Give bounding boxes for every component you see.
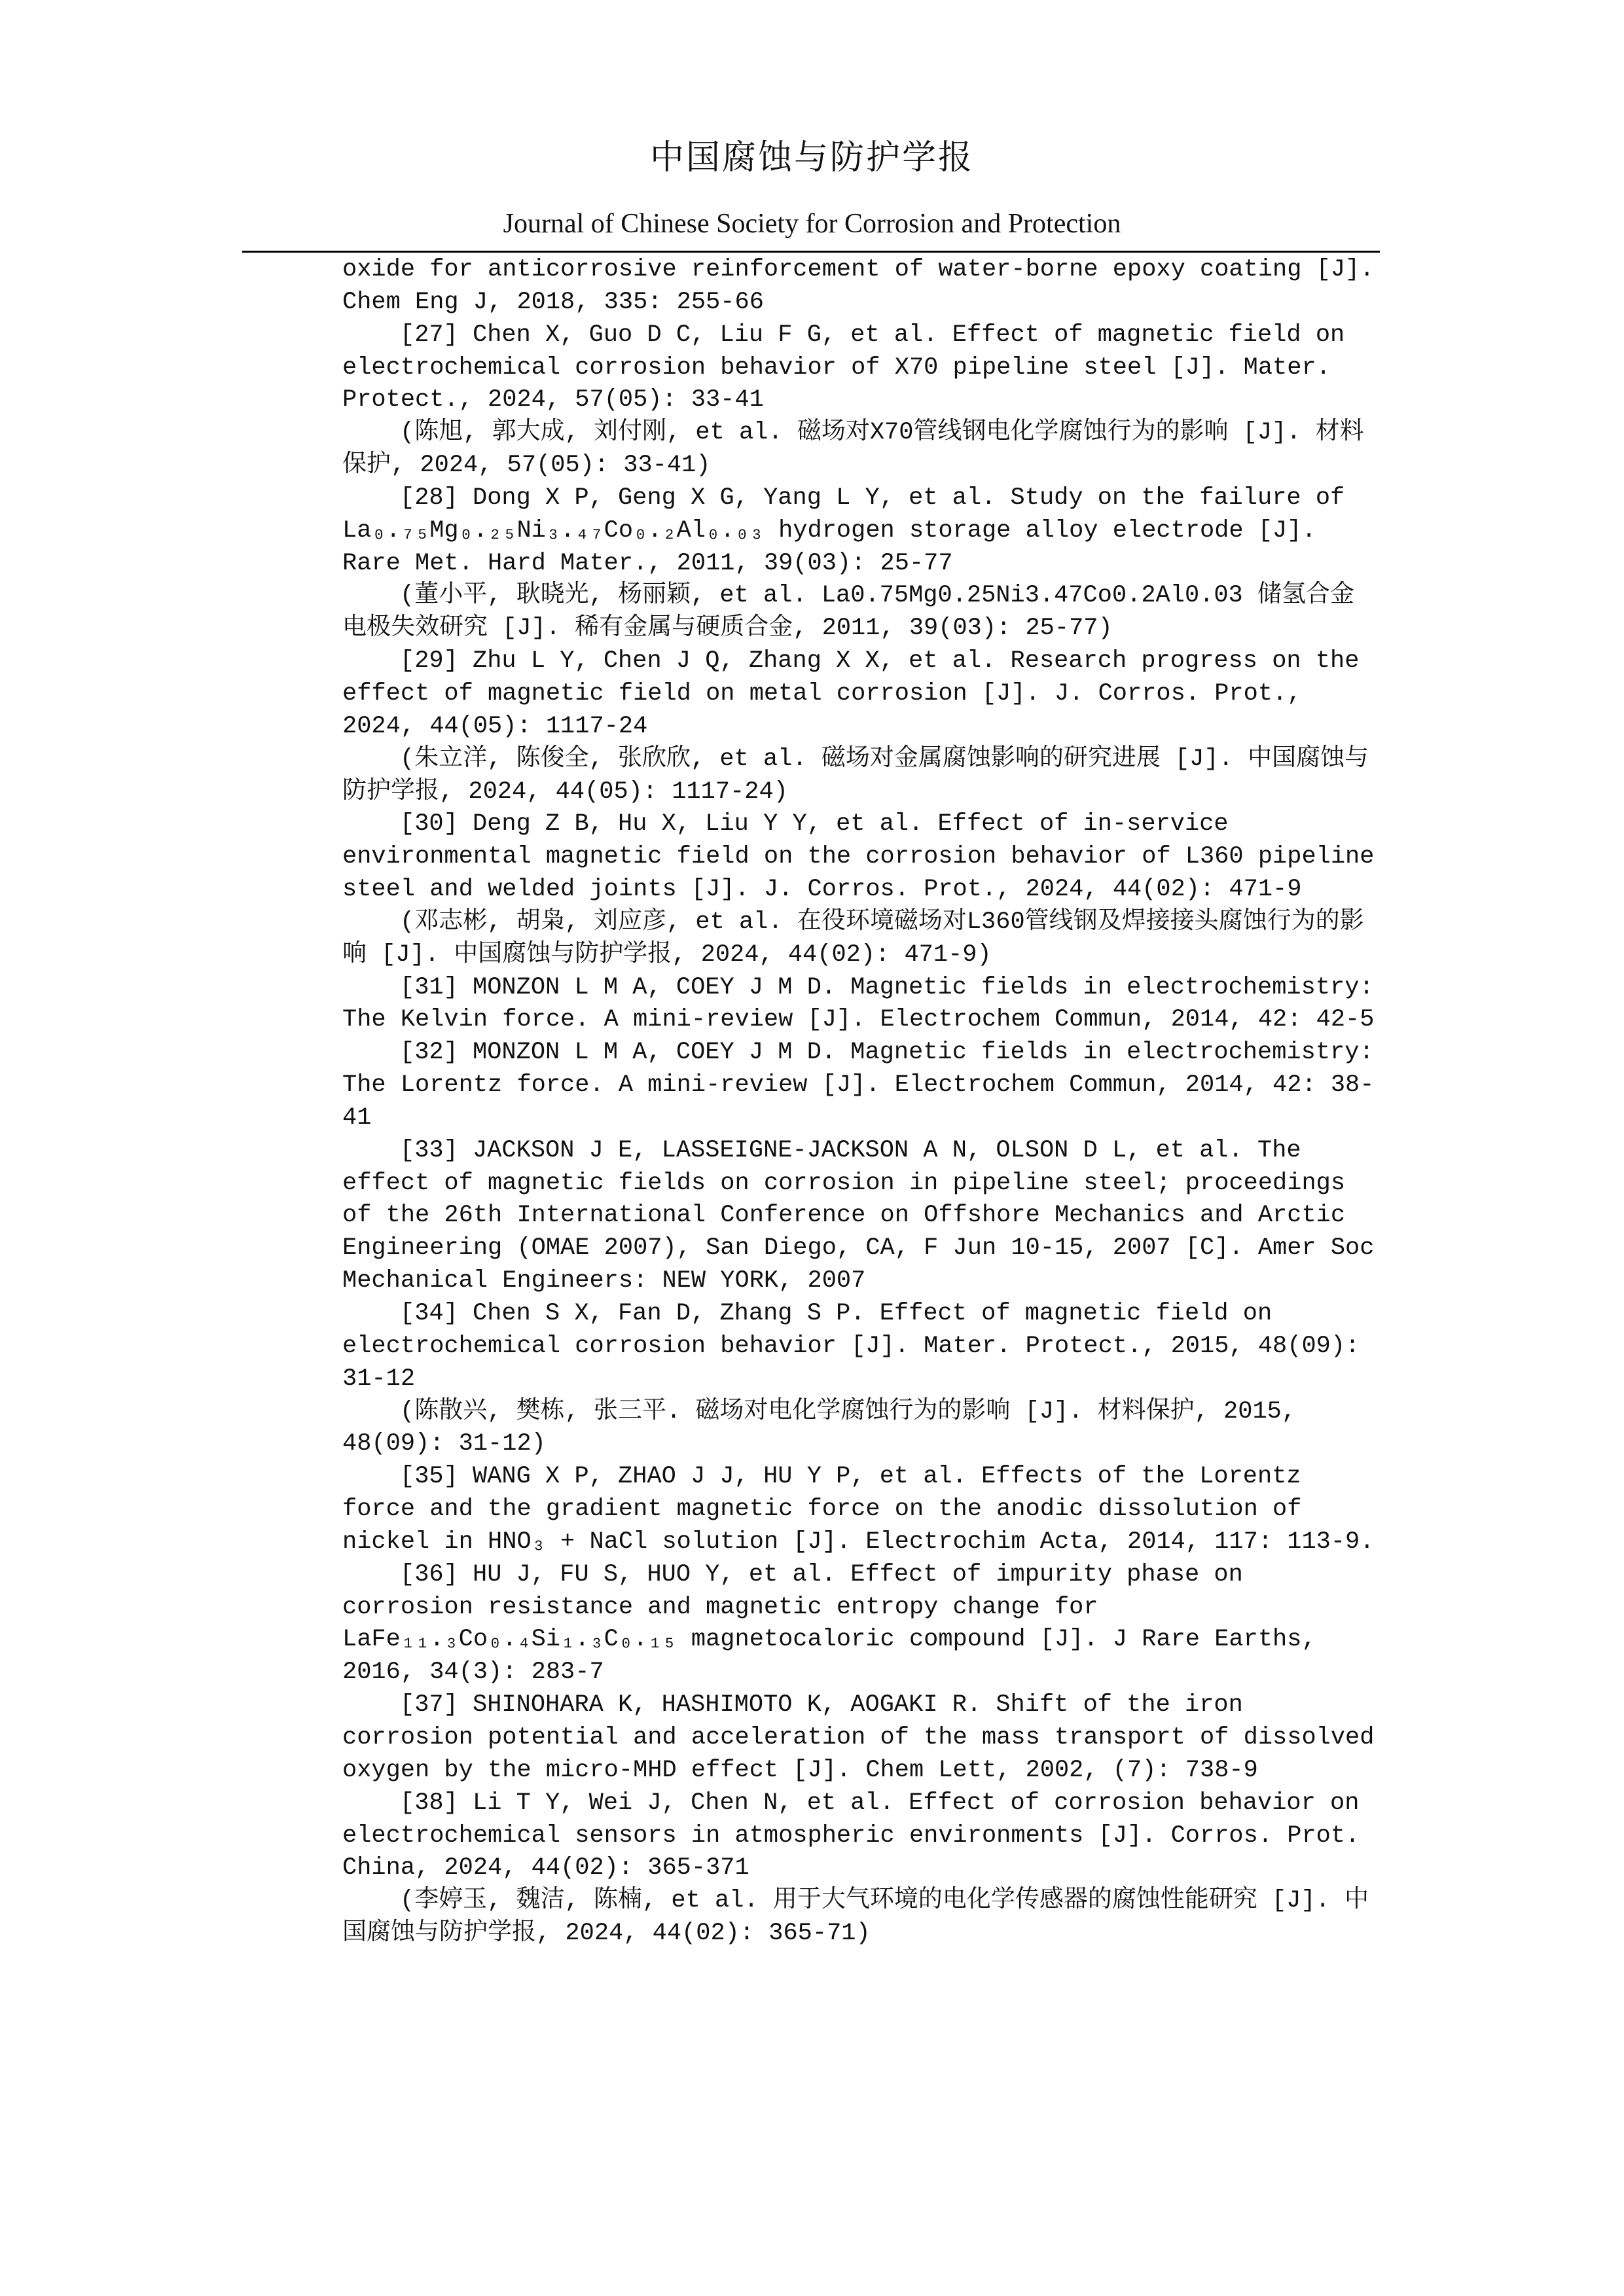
reference-entry-cn: (董小平, 耿晓光, 杨丽颖, et al. La0.75Mg0.25Ni3.47Co0.2Al0.03 储氢合金电极失效研究 [J]. 稀有金属与硬质合金, 2011, 39(03): 25-77) <box>342 582 1354 643</box>
reference-list <box>342 254 1377 1950</box>
reference-entry: [28] Dong X P, Geng X G, Yang L Y, et al. Study on the failure of La₀.₇₅Mg₀.₂₅Ni₃.₄₇Co₀.₂Al₀.₀₃ hydrogen storage alloy electrode [J]. Rare Met. Hard Mater., 2011, 39(03): 25-77 <box>342 484 1345 577</box>
reference-entry: [34] Chen S X, Fan D, Zhang S P. Effect of magnetic field on electrochemical corrosion behavior [J]. Mater. Protect., 2015, 48(09): 31-12 <box>342 1300 1360 1393</box>
reference-entry-cn: (李婷玉, 魏洁, 陈楠, et al. 用于大气环境的电化学传感器的腐蚀性能研究 [J]. 中国腐蚀与防护学报, 2024, 44(02): 365-71) <box>342 1887 1369 1948</box>
reference-entry: [32] MONZON L M A, COEY J M D. Magnetic fields in electrochemistry: The Lorentz force. A mini-review [J]. Electrochem Commun, 2014, 42: 38-41 <box>342 1039 1375 1132</box>
reference-entry-cn: (朱立洋, 陈俊全, 张欣欣, et al. 磁场对金属腐蚀影响的研究进展 [J]. 中国腐蚀与防护学报, 2024, 44(05): 1117-24) <box>342 745 1369 806</box>
reference-entry: [36] HU J, FU S, HUO Y, et al. Effect of impurity phase on corrosion resistance and magnetic entropy change for LaFe₁₁.₃Co₀.₄Si₁.₃C₀.₁₅ magnetocaloric compound [J]. J Rare Earths, 2016, 34(3): 283-7 <box>342 1560 1316 1687</box>
reference-entry: [38] Li T Y, Wei J, Chen N, et al. Effect of corrosion behavior on electrochemical sensors in atmospheric environments [J]. Corros. Prot. China, 2024, 44(02): 365-371 <box>342 1789 1360 1882</box>
reference-entry-cn: (邓志彬, 胡枭, 刘应彦, et al. 在役环境磁场对L360管线钢及焊接接头腐蚀行为的影响 [J]. 中国腐蚀与防护学报, 2024, 44(02): 471-9) <box>342 908 1364 969</box>
reference-entry: [35] WANG X P, ZHAO J J, HU Y P, et al. Effects of the Lorentz force and the gradient magnetic force on the anodic dissolution of nickel in HNO₃ + NaCl solution [J]. Electrochim Acta, 2014, 117: 113-9. <box>342 1463 1375 1556</box>
reference-entry: oxide for anticorrosive reinforcement of water-borne epoxy coating [J]. Chem Eng J, 2018, 335: 255-66 <box>342 256 1375 316</box>
reference-entry: [30] Deng Z B, Hu X, Liu Y Y, et al. Effect of in-service environmental magnetic field on the corrosion behavior of L360 pipeline steel and welded joints [J]. J. Corros. Prot., 2024, 44(02): 471-9 <box>342 810 1375 904</box>
reference-entry: [27] Chen X, Guo D C, Liu F G, et al. Effect of magnetic field on electrochemical corrosion behavior of X70 pipeline steel [J]. Mater. Protect., 2024, 57(05): 33-41 <box>342 321 1345 414</box>
journal-title-en: Journal of Chinese Society for Corrosion and Protection <box>503 209 1121 239</box>
reference-entry: [37] SHINOHARA K, HASHIMOTO K, AOGAKI R. Shift of the iron corrosion potential and acceleration of the mass transport of dissolved oxygen by the micro-MHD effect [J]. Chem Lett, 2002, (7): 738-9 <box>342 1691 1375 1784</box>
header-divider <box>242 251 1380 253</box>
journal-title-cn: 中国腐蚀与防护学报 <box>649 138 974 177</box>
reference-entry: [33] JACKSON J E, LASSEIGNE-JACKSON A N, OLSON D L, et al. The effect of magnetic fields on corrosion in pipeline steel; proceedings of the 26th International Conference on Offshore Mechanics and Arctic Engineering (OMAE 2007), San Diego, CA, F Jun 10-15, 2007 [C]. Amer Soc Mechanical Engineers: NEW YORK, 2007 <box>342 1136 1375 1295</box>
reference-entry: [29] Zhu L Y, Chen J Q, Zhang X X, et al. Research progress on the effect of magnetic field on metal corrosion [J]. J. Corros. Prot., 2024, 44(05): 1117-24 <box>342 647 1360 740</box>
reference-entry-cn: (陈旭, 郭大成, 刘付刚, et al. 磁场对X70管线钢电化学腐蚀行为的影响 [J]. 材料保护, 2024, 57(05): 33-41) <box>342 419 1364 480</box>
reference-entry: [31] MONZON L M A, COEY J M D. Magnetic fields in electrochemistry: The Kelvin force. A mini-review [J]. Electrochem Commun, 2014, 42: 42-5 <box>342 973 1375 1034</box>
reference-entry-cn: (陈散兴, 樊栋, 张三平. 磁场对电化学腐蚀行为的影响 [J]. 材料保护, 2015, 48(09): 31-12) <box>342 1397 1297 1458</box>
